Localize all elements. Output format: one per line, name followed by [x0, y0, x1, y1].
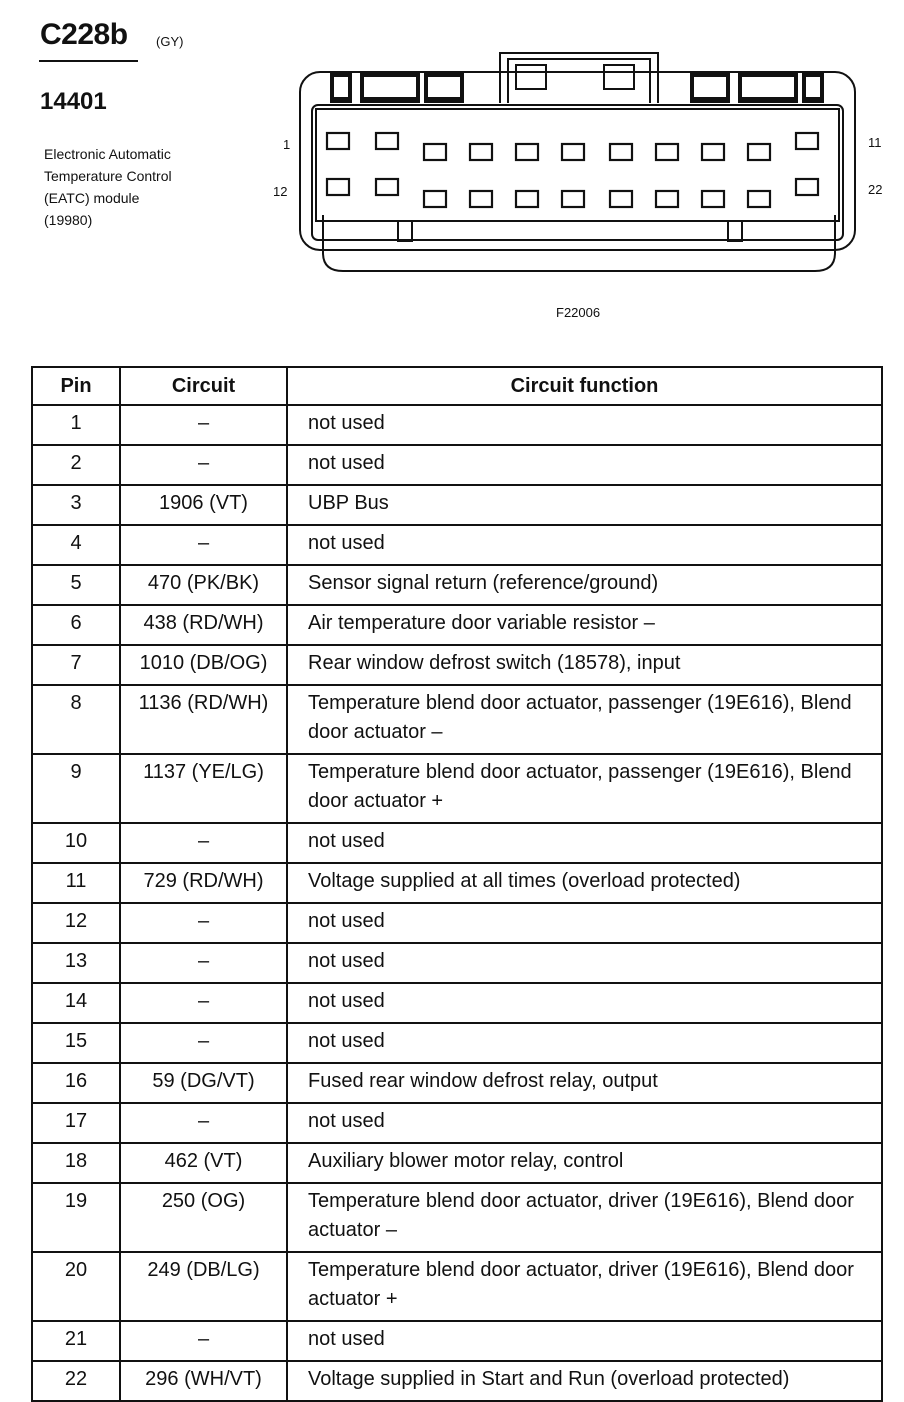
- cell-circuit: 729 (RD/WH): [120, 863, 287, 903]
- cell-function: Temperature blend door actuator, passenger (19E616), Blend door actuator –: [287, 685, 882, 754]
- connector-skirt: [323, 215, 835, 271]
- cell-circuit: –: [120, 1103, 287, 1143]
- pin-cavity-21: [748, 191, 770, 207]
- cell-function: not used: [287, 1321, 882, 1361]
- cell-function: not used: [287, 1023, 882, 1063]
- description-line: Electronic Automatic: [44, 146, 171, 162]
- pin-cavity-19: [656, 191, 678, 207]
- cell-function: not used: [287, 1103, 882, 1143]
- cell-pin: 19: [32, 1183, 120, 1252]
- pin-cavity-11: [796, 133, 818, 149]
- latch-window-right: [604, 65, 634, 89]
- cell-pin: 5: [32, 565, 120, 605]
- cell-pin: 9: [32, 754, 120, 823]
- table-row: [32, 1023, 882, 1063]
- table-row: [32, 983, 882, 1023]
- table-row: [32, 943, 882, 983]
- cell-pin: 10: [32, 823, 120, 863]
- connector-key-left: [398, 221, 412, 241]
- cell-pin: 20: [32, 1252, 120, 1321]
- pin-cavity-8: [656, 144, 678, 160]
- cell-pin: 21: [32, 1321, 120, 1361]
- table-row: [32, 1143, 882, 1183]
- pin-cavity-10: [748, 144, 770, 160]
- cell-pin: 3: [32, 485, 120, 525]
- cell-circuit: –: [120, 405, 287, 445]
- table-row: [32, 445, 882, 485]
- header-circuit-function: Circuit function: [287, 367, 882, 405]
- cell-pin: 7: [32, 645, 120, 685]
- pin-cavity-block: [316, 109, 839, 221]
- connector-description: [44, 143, 224, 231]
- cell-circuit: 249 (DB/LG): [120, 1252, 287, 1321]
- pin-cavity-16: [516, 191, 538, 207]
- table-row: [32, 685, 882, 754]
- cell-pin: 6: [32, 605, 120, 645]
- cell-circuit: 462 (VT): [120, 1143, 287, 1183]
- cell-circuit: 1137 (YE/LG): [120, 754, 287, 823]
- cell-circuit: –: [120, 943, 287, 983]
- cell-circuit: –: [120, 445, 287, 485]
- cell-function: UBP Bus: [287, 485, 882, 525]
- table-row: [32, 823, 882, 863]
- table-row: [32, 645, 882, 685]
- table-header-row: [32, 367, 882, 405]
- connector-key-right: [728, 221, 742, 241]
- cell-function: not used: [287, 983, 882, 1023]
- pin-label-1: 1: [283, 137, 291, 152]
- pin-cavity-6: [562, 144, 584, 160]
- pin-cavity-14: [424, 191, 446, 207]
- cell-circuit: –: [120, 903, 287, 943]
- table-row: [32, 863, 882, 903]
- cell-circuit: 438 (RD/WH): [120, 605, 287, 645]
- table-row: [32, 1321, 882, 1361]
- pin-cavity-7: [610, 144, 632, 160]
- table-row: [32, 1183, 882, 1252]
- table-row: [32, 1103, 882, 1143]
- title-underline: [39, 60, 138, 62]
- cell-function: Voltage supplied at all times (overload protected): [287, 863, 882, 903]
- cell-circuit: 296 (WH/VT): [120, 1361, 287, 1401]
- connector-id: C228b: [40, 18, 128, 51]
- cell-pin: 2: [32, 445, 120, 485]
- cell-circuit: –: [120, 823, 287, 863]
- cell-pin: 11: [32, 863, 120, 903]
- pin-function-table: [31, 366, 883, 1402]
- cell-function: not used: [287, 903, 882, 943]
- header-circuit: Circuit: [120, 367, 287, 405]
- table-row: [32, 525, 882, 565]
- cell-function: not used: [287, 445, 882, 485]
- cell-function: Temperature blend door actuator, driver (19E616), Blend door actuator –: [287, 1183, 882, 1252]
- table-row: [32, 485, 882, 525]
- cell-circuit: 59 (DG/VT): [120, 1063, 287, 1103]
- part-number: 14401: [40, 88, 107, 115]
- pin-label-12: 12: [273, 184, 288, 199]
- cell-pin: 8: [32, 685, 120, 754]
- table-row: [32, 565, 882, 605]
- cell-circuit: 1010 (DB/OG): [120, 645, 287, 685]
- table-row: [32, 903, 882, 943]
- cell-function: Temperature blend door actuator, driver (19E616), Blend door actuator +: [287, 1252, 882, 1321]
- cell-pin: 22: [32, 1361, 120, 1401]
- header-pin: Pin: [32, 367, 120, 405]
- pin-cavity-17: [562, 191, 584, 207]
- cell-function: Sensor signal return (reference/ground): [287, 565, 882, 605]
- pin-cavity-13: [376, 179, 398, 195]
- description-line: (19980): [44, 212, 93, 228]
- pin-cavity-12: [327, 179, 349, 195]
- pin-cavity-22: [796, 179, 818, 195]
- table-row: [32, 754, 882, 823]
- cell-function: Air temperature door variable resistor –: [287, 605, 882, 645]
- pin-cavity-15: [470, 191, 492, 207]
- cell-pin: 15: [32, 1023, 120, 1063]
- pin-cavity-1: [327, 133, 349, 149]
- cell-pin: 18: [32, 1143, 120, 1183]
- connector-color-code: (GY): [156, 34, 184, 49]
- pin-label-11: 11: [868, 135, 882, 150]
- cell-circuit: 1136 (RD/WH): [120, 685, 287, 754]
- cell-function: not used: [287, 823, 882, 863]
- cell-circuit: 250 (OG): [120, 1183, 287, 1252]
- pin-cavity-18: [610, 191, 632, 207]
- cell-circuit: 1906 (VT): [120, 485, 287, 525]
- description-line: (EATC) module: [44, 190, 140, 206]
- cell-circuit: –: [120, 525, 287, 565]
- cell-pin: 4: [32, 525, 120, 565]
- pin-cavity-5: [516, 144, 538, 160]
- description-line: Temperature Control: [44, 168, 172, 184]
- pin-label-22: 22: [868, 182, 883, 197]
- cell-function: Auxiliary blower motor relay, control: [287, 1143, 882, 1183]
- cell-function: not used: [287, 405, 882, 445]
- cell-pin: 12: [32, 903, 120, 943]
- cell-pin: 1: [32, 405, 120, 445]
- pin-cavity-9: [702, 144, 724, 160]
- figure-id: F22006: [556, 305, 601, 320]
- table-row: [32, 1252, 882, 1321]
- connector-inner-body: [312, 105, 843, 240]
- cell-circuit: –: [120, 1023, 287, 1063]
- cell-pin: 14: [32, 983, 120, 1023]
- pin-cavity-4: [470, 144, 492, 160]
- cell-circuit: –: [120, 983, 287, 1023]
- cell-function: Voltage supplied in Start and Run (overload protected): [287, 1361, 882, 1401]
- table-row: [32, 1063, 882, 1103]
- connector-face-diagram: [290, 45, 865, 277]
- cell-function: Temperature blend door actuator, passenger (19E616), Blend door actuator +: [287, 754, 882, 823]
- latch-window-left: [516, 65, 546, 89]
- cell-pin: 13: [32, 943, 120, 983]
- cell-circuit: –: [120, 1321, 287, 1361]
- cell-circuit: 470 (PK/BK): [120, 565, 287, 605]
- cell-function: Fused rear window defrost relay, output: [287, 1063, 882, 1103]
- pin-cavity-3: [424, 144, 446, 160]
- table-row: [32, 1361, 882, 1401]
- pin-cavity-20: [702, 191, 724, 207]
- cell-pin: 16: [32, 1063, 120, 1103]
- table-row: [32, 605, 882, 645]
- cell-function: Rear window defrost switch (18578), input: [287, 645, 882, 685]
- pin-rows: [32, 405, 882, 1401]
- pin-cavity-2: [376, 133, 398, 149]
- cell-pin: 17: [32, 1103, 120, 1143]
- cell-function: not used: [287, 525, 882, 565]
- table-row: [32, 405, 882, 445]
- cell-function: not used: [287, 943, 882, 983]
